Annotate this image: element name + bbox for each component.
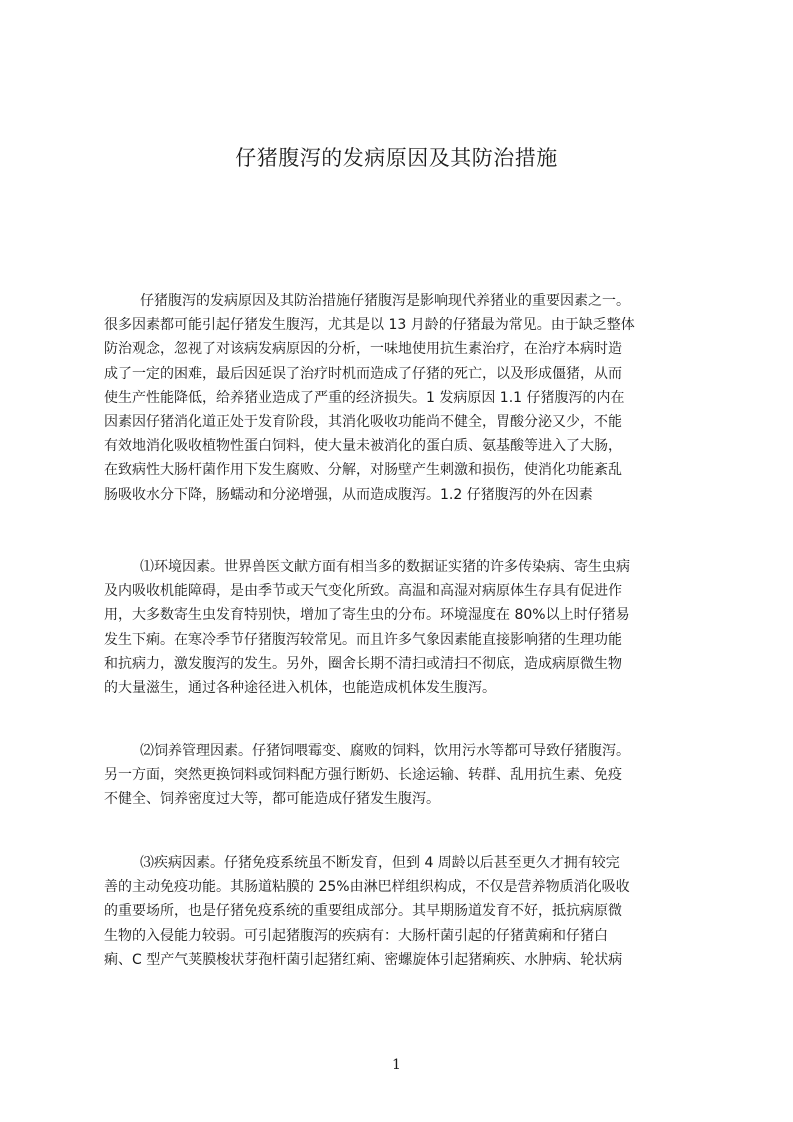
text-line: 很多因素都可能引起仔猪发生腹泻，尤其是以 13 月龄的仔猪最为常见。由于缺乏整体 <box>104 317 635 334</box>
text-line: 在致病性大肠杆菌作用下发生腐败、分解，对肠壁产生刺激和损伤，使消化功能紊乱 <box>104 462 622 479</box>
text-line: ⑵饲养管理因素。仔猪饲喂霉变、腐败的饲料，饮用污水等都可导致仔猪腹泻。 <box>140 743 630 759</box>
text-line: 善的主动免疫功能。其肠道粘膜的 25%由淋巴样组织构成，不仅是营养物质消化吸收 <box>104 879 630 896</box>
paragraph-disease <box>104 851 698 972</box>
text-line: ⑴环境因素。世界兽医文献方面有相当多的数据证实猪的许多传染病、寄生虫病 <box>140 559 630 575</box>
text-line: 的大量滋生，通过各种途径进入机体，也能造成机体发生腹泻。 <box>104 679 496 696</box>
text-line: 不健全、饲养密度过大等，都可能造成仔猪发生腹泻。 <box>104 791 440 808</box>
text-line: 及内吸收机能障碍，是由季节或天气变化所致。高温和高湿对病原体生存具有促进作 <box>104 583 622 600</box>
text-line: 发生下痢。在寒冷季节仔猪腹泻较常见。而且许多气象因素能直接影响猪的生理功能 <box>104 631 622 648</box>
text-line: 生物的入侵能力较弱。可引起猪腹泻的疾病有：大肠杆菌引起的仔猪黄痢和仔猪白 <box>104 927 608 944</box>
document-title: 仔猪腹泻的发病原因及其防治措施 <box>235 146 558 170</box>
text-line: 因素因仔猪消化道正处于发育阶段，其消化吸收功能尚不健全，胃酸分泌又少，不能 <box>104 413 622 430</box>
page-number: 1 <box>392 1057 401 1073</box>
text-line: 肠吸收水分下降，肠蠕动和分泌增强，从而造成腹泻。1.2 仔猪腹泻的外在因素 <box>104 486 593 503</box>
text-line: ⑶疾病因素。仔猪免疫系统虽不断发育，但到 4 周龄以后甚至更久才拥有较完 <box>140 855 620 871</box>
text-line: 有效地消化吸收植物性蛋白饲料，使大量未被消化的蛋白质、氨基酸等进入了大肠， <box>104 438 622 455</box>
text-line: 仔猪腹泻的发病原因及其防治措施仔猪腹泻是影响现代养猪业的重要因素之一。 <box>140 293 630 309</box>
paragraph-feeding <box>104 739 698 812</box>
paragraph-intro <box>104 289 698 507</box>
text-line: 成了一定的困难，最后因延误了治疗时机而造成了仔猪的死亡，以及形成僵猪，从而 <box>104 365 622 382</box>
text-line: 和抗病力，激发腹泻的发生。另外，圈舍长期不清扫或清扫不彻底，造成病原微生物 <box>104 655 622 672</box>
text-line: 防治观念，忽视了对该病发病原因的分析，一味地使用抗生素治疗，在治疗本病时造 <box>104 341 622 358</box>
text-line: 的重要场所，也是仔猪免疫系统的重要组成部分。其早期肠道发育不好，抵抗病原微 <box>104 903 622 920</box>
text-line: 用，大多数寄生虫发育特别快，增加了寄生虫的分布。环境湿度在 80%以上时仔猪易 <box>104 607 630 624</box>
text-line: 另一方面，突然更换饲料或饲料配方强行断奶、长途运输、转群、乱用抗生素、免疫 <box>104 767 622 784</box>
text-line: 使生产性能降低，给养猪业造成了严重的经济损失。1 发病原因 1.1 仔猪腹泻的内在 <box>104 389 625 406</box>
paragraph-environment <box>104 555 698 700</box>
text-line: 痢、C 型产气荚膜梭状芽孢杆菌引起猪红痢、密螺旋体引起猪痢疾、水肿病、轮状病 <box>104 951 623 968</box>
